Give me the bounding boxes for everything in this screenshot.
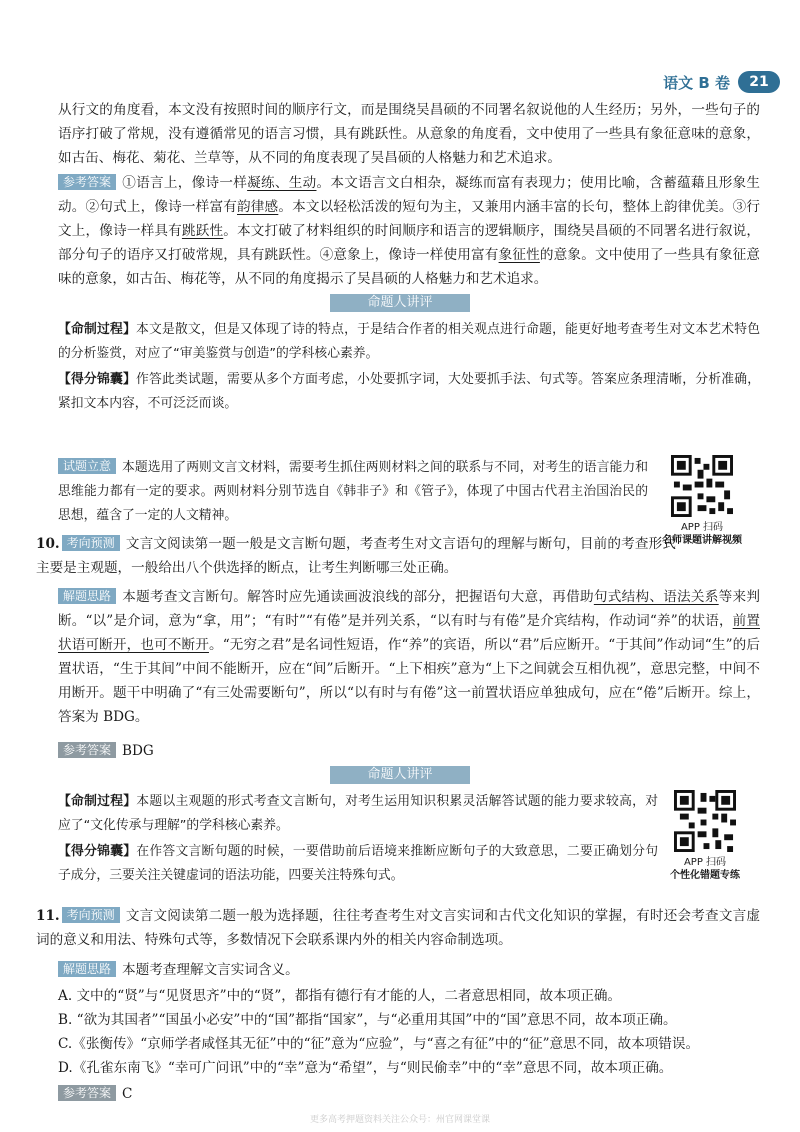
commentary-tips [58, 368, 760, 416]
option-d: D.《孔雀东南飞》“幸可广问讯”中的“幸”意为“希望”，与“则民偷幸”中的“幸”意思不同，故本项正确。 [58, 1060, 673, 1076]
tips-label: 【得分锦囊】 [58, 372, 137, 387]
q11-answer [58, 1082, 760, 1106]
commentary-process [58, 790, 658, 838]
commentary-tips [58, 840, 658, 888]
tips-text: 作答此类试题，需要从多个方面考虑，小处要抓字词，大处要抓手法、句式等。答案应条理清晰，分析准确，紧扣文本内容，不可泛泛而谈。 [58, 372, 761, 411]
answer-tag: 参考答案 [58, 174, 116, 190]
intent-tag: 试题立意 [58, 458, 116, 474]
tips-text: 在作答文言断句题的时候，一要借助前后语境来推断应断句子的大致意思，二要正确划分句子成分，三要关注关键虚词的语法功能，四要关注特殊句式。 [58, 844, 659, 883]
idea-tag: 解题思路 [58, 588, 116, 604]
commentary-band: 命题人讲评 [330, 766, 470, 784]
page-number: 21 [738, 71, 780, 93]
answer-tag: 参考答案 [58, 1085, 116, 1101]
qr-code-icon[interactable] [671, 455, 733, 517]
question-number: 10. [36, 536, 60, 552]
forecast-text: 文言文阅读第二题一般为选择题，往往考查考生对文言实词和古代文化知识的掌握，有时还会考查文言虚词的意义和用法、特殊句式等，多数情况下会联系课内外的相关内容命制选项。 [36, 908, 760, 948]
qr-caption: APP 扫码 [680, 522, 724, 533]
qr-code-icon[interactable] [674, 790, 736, 852]
qr-caption: 个性化错题专练 [670, 870, 740, 881]
answer-text: ①语言上，像诗一样 [122, 175, 248, 191]
forecast-tag: 考向预测 [62, 535, 120, 551]
answer-text: 。本文语言文白相杂，凝练而富有表现力；使用比喻，含蓄蕴藉且形象生动。②句式上，像诗一样富有 [58, 175, 761, 215]
q10-forecast [36, 532, 676, 580]
header-title: 语文 B 卷 [663, 73, 730, 92]
commentary-band: 命题人讲评 [330, 294, 470, 312]
q11-forecast [36, 904, 760, 952]
q10-idea [58, 585, 760, 729]
answer-keyword: 韵律感 [237, 199, 279, 215]
intro-paragraph: 从行文的角度看，本文没有按照时间的顺序行文，而是围绕吴昌硕的不同署名叙说他的人生经历；另外，一些句子的语序打破了常规，没有遵循常见的语言习惯，具有跳跃性。从意象的角度看，文中使用了一些具有象征意味的意象，如古缶、梅花、菊花、兰草等，从不同的角度表现了吴昌硕的人格魅力和艺术追求。 [58, 102, 760, 166]
answer-keyword: 凝练、生动 [247, 175, 317, 191]
tips-label: 【得分锦囊】 [58, 844, 137, 859]
forecast-tag: 考向预测 [62, 907, 120, 923]
process-label: 【命制过程】 [58, 322, 137, 337]
answer-keyword: 跳跃性 [181, 223, 224, 239]
previous-answer [58, 171, 760, 291]
idea-keyword: 句式结构、语法关系 [593, 589, 719, 605]
idea-keyword: 前置状语可断开，也可不断开 [58, 613, 760, 653]
footer-note: 更多高考押题资料关注公众号：州官网课堂课 [309, 1115, 490, 1125]
intent-text: 本题选用了两则文言文材料，需要考生抓住两则材料之间的联系与不同，对考生的语言能力和思维能力都有一定的要求。两则材料分别节选自《韩非子》和《管子》，体现了中国古代君主治国治民的思想，蕴含了一定的人文精神。 [58, 460, 648, 523]
answer-keyword: 象征性 [498, 247, 540, 263]
idea-text: 等来判断。“以”是介词，意为“拿，用”；“有时”“有倦”是并列关系，“以有时与有倦”是介宾结构，作动词“养”的状语， [58, 589, 761, 629]
qr-caption: APP 扫码 [683, 857, 727, 868]
answer-tag: 参考答案 [58, 742, 116, 758]
q10-answer [58, 739, 760, 763]
process-text: 本题以主观题的形式考查文言断句，对考生运用知识积累灵活解答试题的能力要求较高，对应了“文化传承与理解”的学科核心素养。 [58, 794, 659, 833]
answer-text: 。本文打破了材料组织的时间顺序和语言的逻辑顺序，围绕吴昌硕的不同署名进行叙说，部分句子的语序又打破常规，具有跳跃性。④意象上，像诗一样使用富有 [58, 223, 761, 263]
answer-text: 。本文以轻松活泼的短句为主，又兼用内涵丰富的长句，整体上韵律优美。③行文上，像诗一样具有 [58, 199, 761, 239]
process-label: 【命制过程】 [58, 794, 137, 809]
page-header [663, 70, 780, 94]
idea-text: 本题考查文言断句。解答时应先通读画波浪线的部分，把握语句大意，再借助 [122, 589, 594, 605]
answer-text: 的意象。文中使用了一些具有象征意味的意象，如古缶、梅花等，从不同的角度揭示了吴昌硕的人格魅力和艺术追求。 [58, 247, 761, 287]
forecast-text: 文言文阅读第一题一般是文言断句题，考查考生对文言语句的理解与断句，目前的考查形式主要是主观题，一般给出八个供选择的断点，让考生判断哪三处正确。 [36, 536, 676, 576]
commentary-process [58, 318, 760, 366]
process-text: 本文是散文，但是又体现了诗的特点，于是结合作者的相关观点进行命题，能更好地考查考生对文本艺术特色的分析鉴赏，对应了“审美鉴赏与创造”的学科核心素养。 [58, 322, 761, 361]
idea-text: 本题考查理解文言实词含义。 [122, 962, 299, 978]
option-a: A. 文中的“贤”与“见贤思齐”中的“贤”，都指有德行有才能的人，二者意思相同，故本项正确。 [58, 988, 622, 1004]
question-intent [58, 456, 648, 528]
option-c: C.《张衡传》“京师学者咸怪其无征”中的“征”意为“应验”，与“喜之有征”中的“征”意思不同，故本项错误。 [58, 1036, 700, 1052]
idea-text: 。“无穷之君”是名词性短语，作“养”的宾语，所以“君”后应断开。“于其间”作动词“生”的后置状语，“生于其间”中间不能断开，应在“间”后断开。“上下相疾”意为“上下之间就会互相仇视”，意思完整，中间不用断开。题干中明确了“有三处需要断句”，所以“以有时与有倦”这一前置状语应单独成句，应在“倦”后断开。综上，答案为 BDG。 [58, 637, 760, 725]
qr-caption: 名师课题讲解视频 [662, 535, 742, 546]
qr-block-practice[interactable] [660, 790, 750, 882]
answer-value: BDG [122, 743, 154, 759]
q11-idea [58, 958, 760, 982]
option-b: B. “欲为其国者”“国虽小必安”中的“国”都指“国家”，与“必重用其国”中的“国”意思不同，故本项正确。 [58, 1012, 677, 1028]
answer-value: C [122, 1086, 133, 1102]
question-number: 11. [36, 908, 60, 924]
idea-tag: 解题思路 [58, 961, 116, 977]
